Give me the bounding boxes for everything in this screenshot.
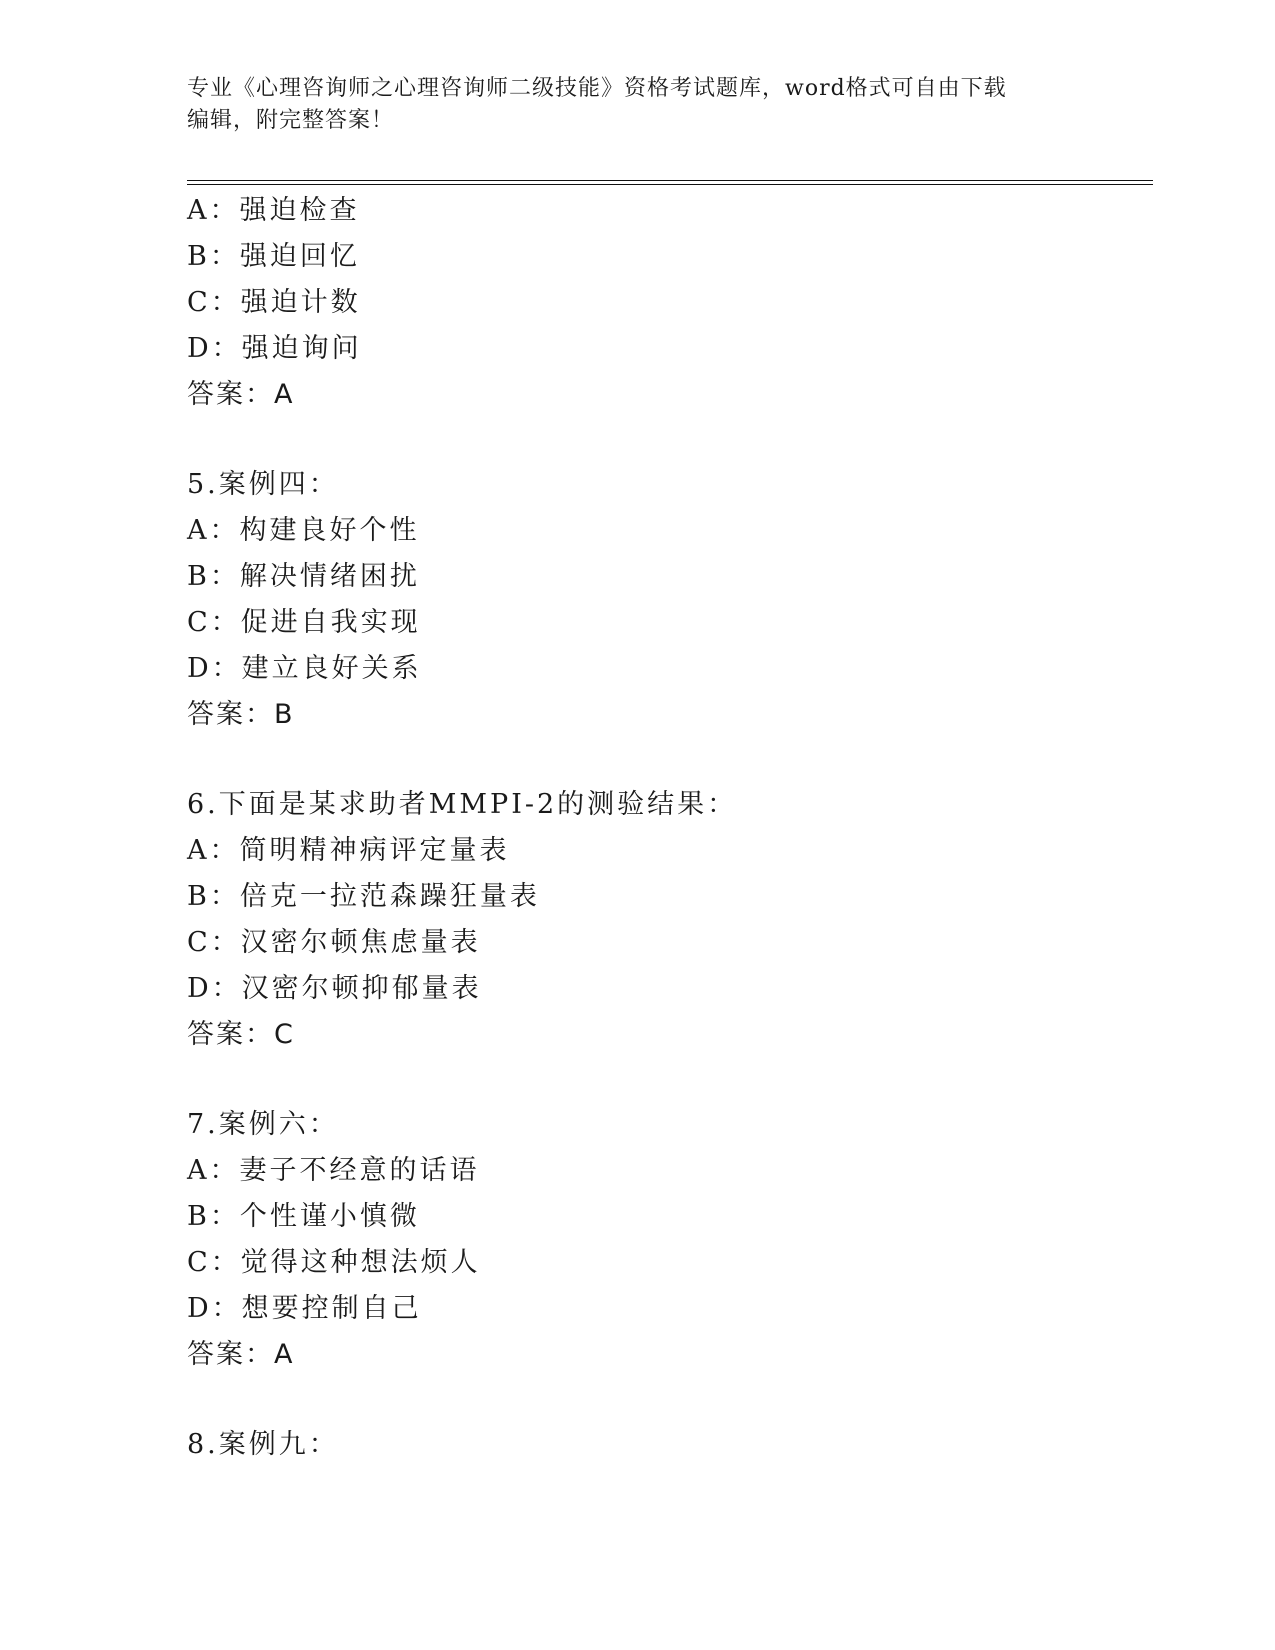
option-a: A：简明精神病评定量表 (187, 835, 510, 866)
answer-line: 答案：B (187, 699, 295, 730)
option-c: C：汉密尔顿焦虑量表 (187, 927, 481, 958)
header-divider-top (187, 180, 1153, 181)
option-b: B：解决情绪困扰 (187, 561, 420, 592)
option-c: C：觉得这种想法烦人 (187, 1247, 481, 1278)
option-b: B：个性谨小慎微 (187, 1201, 420, 1232)
header-divider-bottom (187, 184, 1153, 185)
answer-line: 答案：A (187, 379, 295, 410)
question-stem: 5.案例四： (187, 469, 339, 500)
question-block-5 (187, 462, 1147, 738)
header-line-2: 编辑，附完整答案！ (187, 108, 395, 133)
option-a: A：构建良好个性 (187, 515, 420, 546)
answer-line: 答案：A (187, 1339, 295, 1370)
question-stem: 6.下面是某求助者MMPI-2的测验结果： (187, 789, 738, 820)
question-block-8 (187, 1422, 1147, 1468)
question-block-4 (187, 188, 1147, 418)
option-a: A：妻子不经意的话语 (187, 1155, 480, 1186)
header-line-1: 专业《心理咨询师之心理咨询师二级技能》资格考试题库，word格式可自由下载 (187, 76, 1007, 101)
option-b: B：强迫回忆 (187, 241, 360, 272)
option-c: C：促进自我实现 (187, 607, 421, 638)
question-list (187, 188, 1147, 1468)
option-d: D：强迫询问 (187, 333, 362, 364)
option-b: B：倍克一拉范森躁狂量表 (187, 881, 540, 912)
option-d: D：汉密尔顿抑郁量表 (187, 973, 482, 1004)
question-block-6 (187, 782, 1147, 1058)
option-d: D：建立良好关系 (187, 653, 422, 684)
question-block-7 (187, 1102, 1147, 1378)
answer-line: 答案：C (187, 1019, 295, 1050)
option-a: A：强迫检查 (187, 195, 360, 226)
question-stem: 8.案例九： (187, 1429, 339, 1460)
question-stem: 7.案例六： (187, 1109, 339, 1140)
option-d: D：想要控制自己 (187, 1293, 422, 1324)
option-c: C：强迫计数 (187, 287, 361, 318)
document-header (187, 73, 1067, 137)
